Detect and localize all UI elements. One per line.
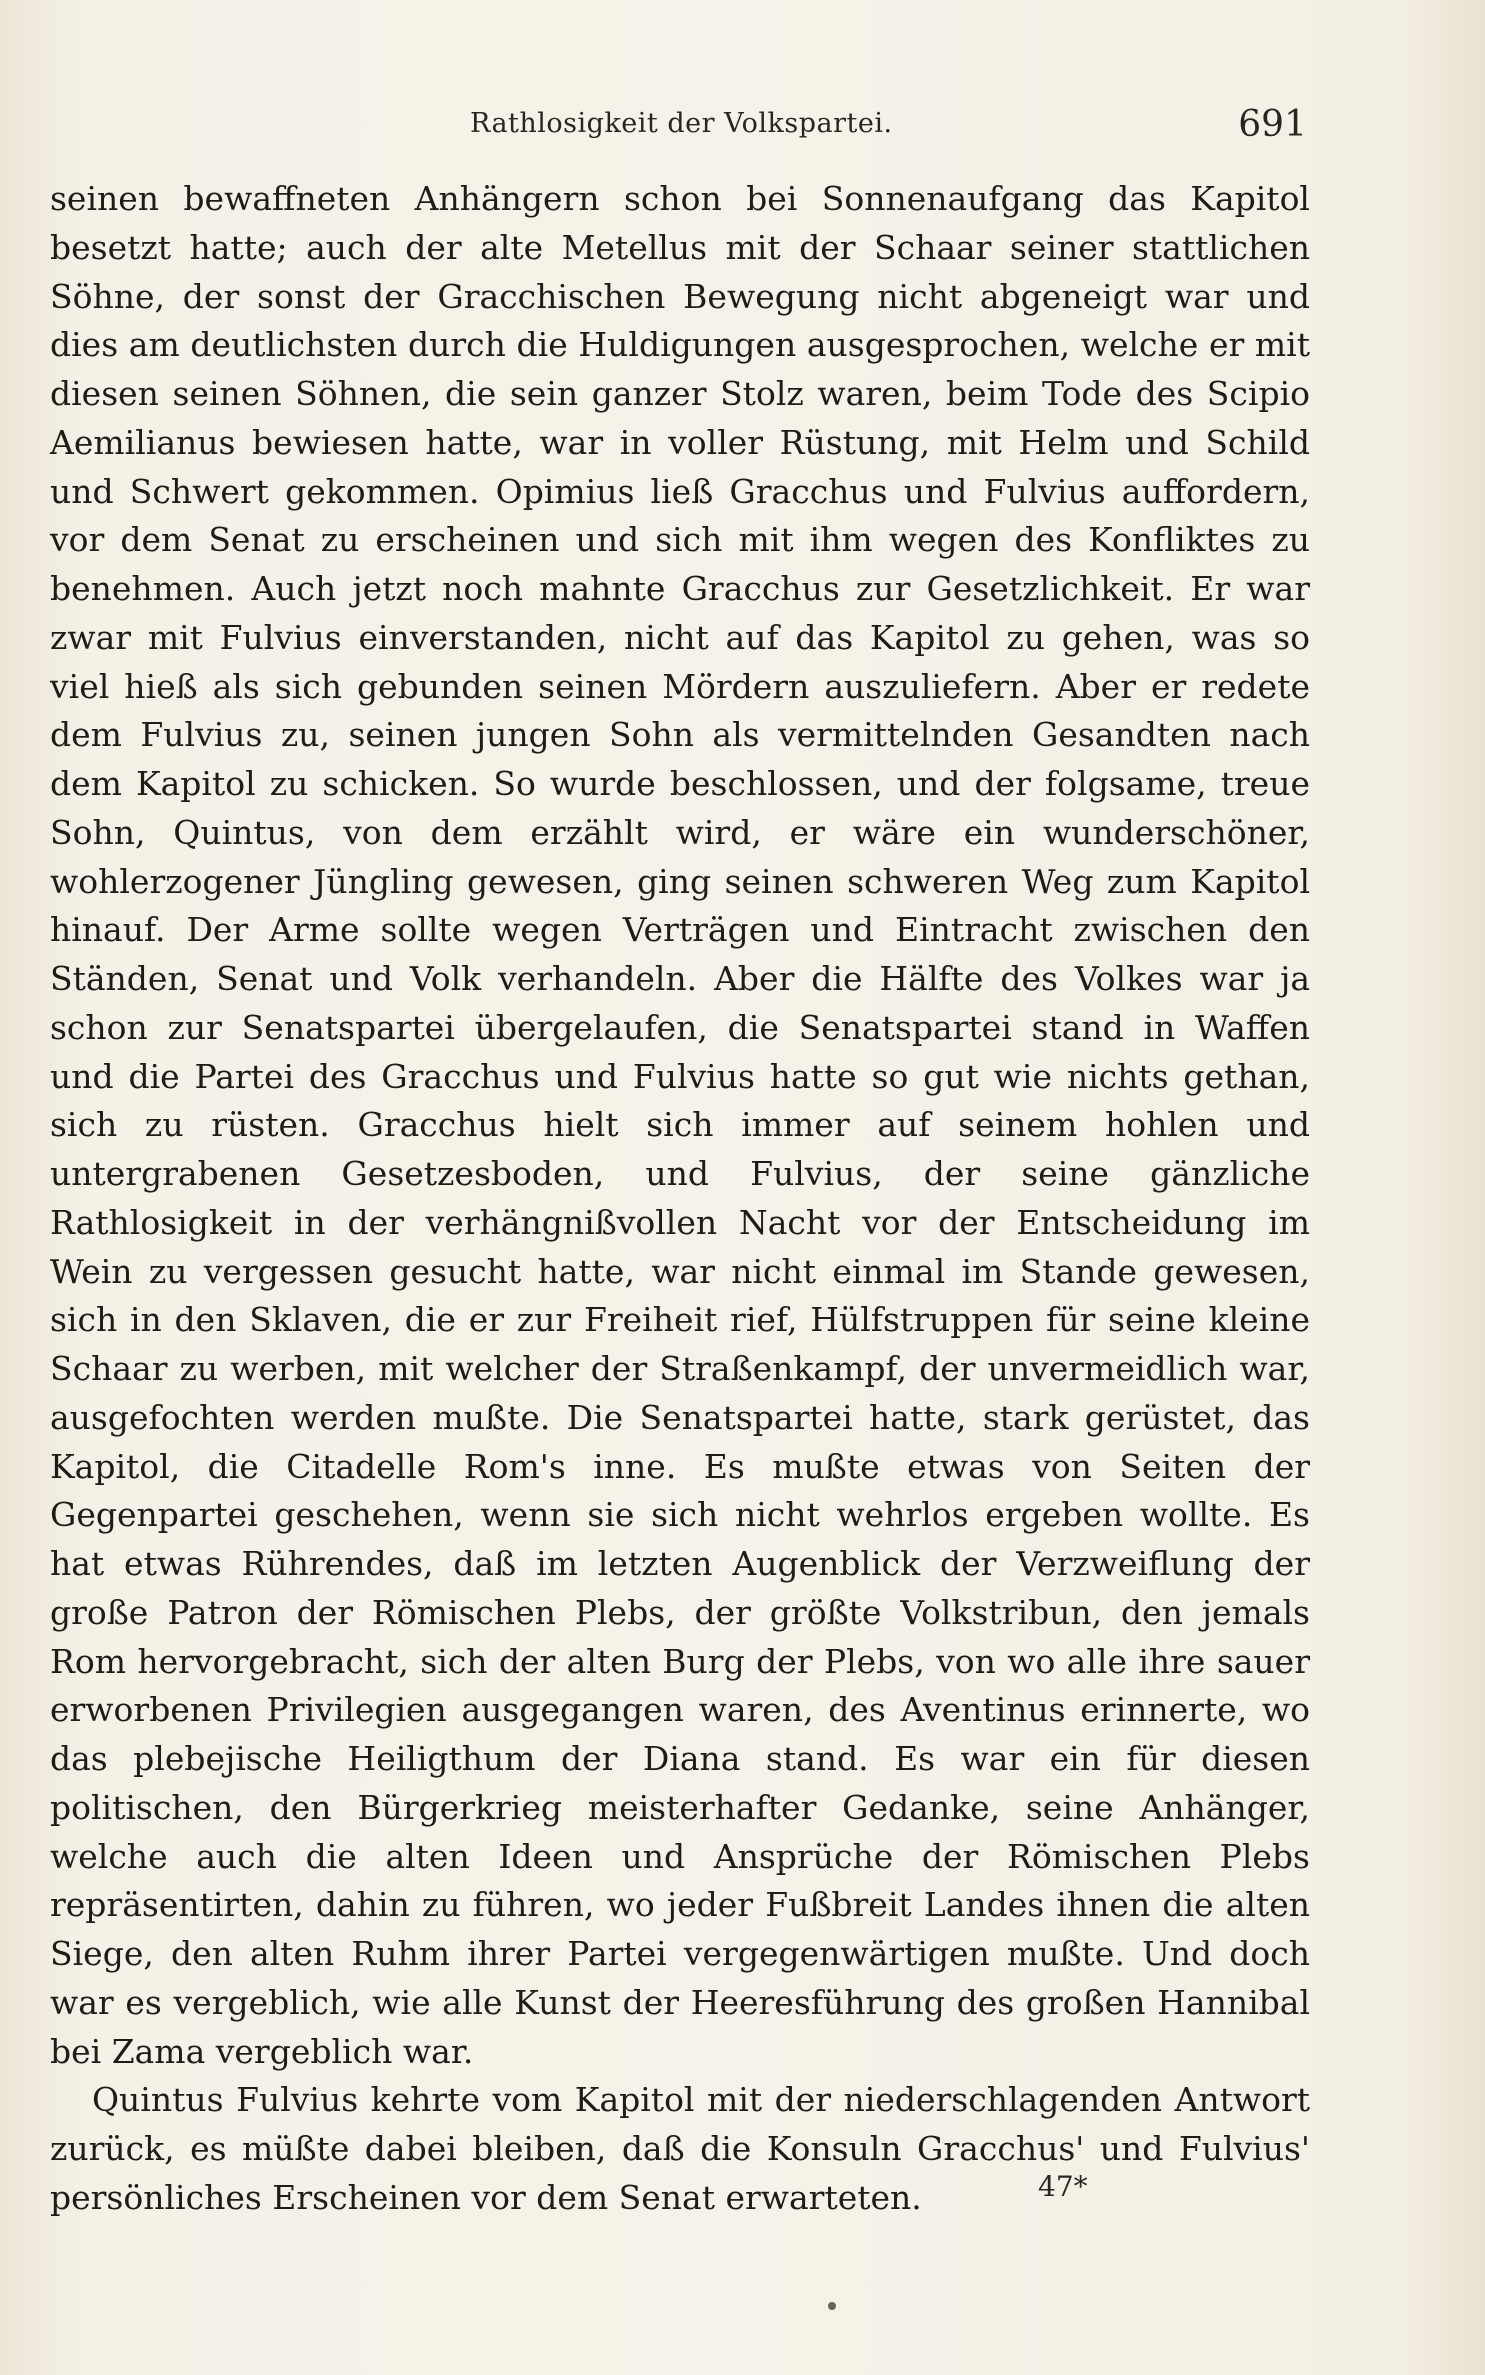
- signature-mark: 47*: [1038, 2170, 1088, 2203]
- body-text: [50, 175, 1310, 2223]
- paragraph-continued: seinen bewaffneten Anhängern schon bei Sonnenaufgang das Kapitol besetzt hatte; auch der alte Metellus mit der Schaar seiner stattlichen Söhne, der sonst der Gracchischen Bewegung nicht abgeneigt war und dies am deutlichsten durch die Huldigungen ausgesprochen, welche er mit diesen seinen Söhnen, die sein ganzer Stolz waren, beim Tode des Scipio Aemilianus bewiesen hatte, war in voller Rüstung, mit Helm und Schild und Schwert gekommen. Opimius ließ Gracchus und Fulvius auffordern, vor dem Senat zu erscheinen und sich mit ihm wegen des Konfliktes zu benehmen. Auch jetzt noch mahnte Gracchus zur Gesetzlichkeit. Er war zwar mit Fulvius einverstanden, nicht auf das Kapitol zu gehen, was so viel hieß als sich gebunden seinen Mördern auszuliefern. Aber er redete dem Fulvius zu, seinen jungen Sohn als vermittelnden Gesandten nach dem Kapitol zu schicken. So wurde beschlossen, und der folgsame, treue Sohn, Quintus, von dem erzählt wird, er wäre ein wunderschöner, wohlerzogener Jüngling gewesen, ging seinen schweren Weg zum Kapitol hinauf. Der Arme sollte wegen Verträgen und Eintracht zwischen den Ständen, Senat und Volk verhandeln. Aber die Hälfte des Volkes war ja schon zur Senatspartei übergelaufen, die Senatspartei stand in Waffen und die Partei des Gracchus und Fulvius hatte so gut wie nichts gethan, sich zu rüsten. Gracchus hielt sich immer auf seinem hohlen und untergrabenen Gesetzesboden, und Fulvius, der seine gänzliche Rathlosigkeit in der verhängnißvollen Nacht vor der Entscheidung im Wein zu vergessen gesucht hatte, war nicht einmal im Stande gewesen, sich in den Sklaven, die er zur Freiheit rief, Hülfstruppen für seine kleine Schaar zu werben, mit welcher der Straßenkampf, der unvermeidlich war, ausgefochten werden mußte. Die Senatspartei hatte, stark gerüstet, das Kapitol, die Citadelle Rom's inne. Es mußte etwas von Seiten der Gegenpartei geschehen, wenn sie sich nicht wehrlos ergeben wollte. Es hat etwas Rührendes, daß im letzten Augenblick der Verzweiflung der große Patron der Römischen Plebs, der größte Volkstribun, den jemals Rom hervorgebracht, sich der alten Burg der Plebs, von wo alle ihre sauer erworbenen Privilegien ausgegangen waren, des Aventinus erinnerte, wo das plebejische Heiligthum der Diana stand. Es war ein für diesen politischen, den Bürgerkrieg meisterhafter Gedanke, seine Anhänger, welche auch die alten Ideen und Ansprüche der Römischen Plebs repräsentirten, dahin zu führen, wo jeder Fußbreit Landes ihnen die alten Siege, den alten Ruhm ihrer Partei vergegenwärtigen mußte. Und doch war es vergeblich, wie alle Kunst der Heeresführung des großen Hannibal bei Zama vergeblich war.: [50, 179, 1310, 2071]
- paragraph-quintus-returns: Quintus Fulvius kehrte vom Kapitol mit der niederschlagenden Antwort zurück, es müßte dabei bleiben, daß die Konsuln Gracchus' und Fulvius' persönliches Erscheinen vor dem Senat erwarteten.: [50, 2080, 1310, 2217]
- page-number: 691: [1238, 104, 1307, 145]
- paper-speck: [828, 2302, 836, 2310]
- running-title: Rathlosigkeit der Volkspartei.: [470, 108, 893, 139]
